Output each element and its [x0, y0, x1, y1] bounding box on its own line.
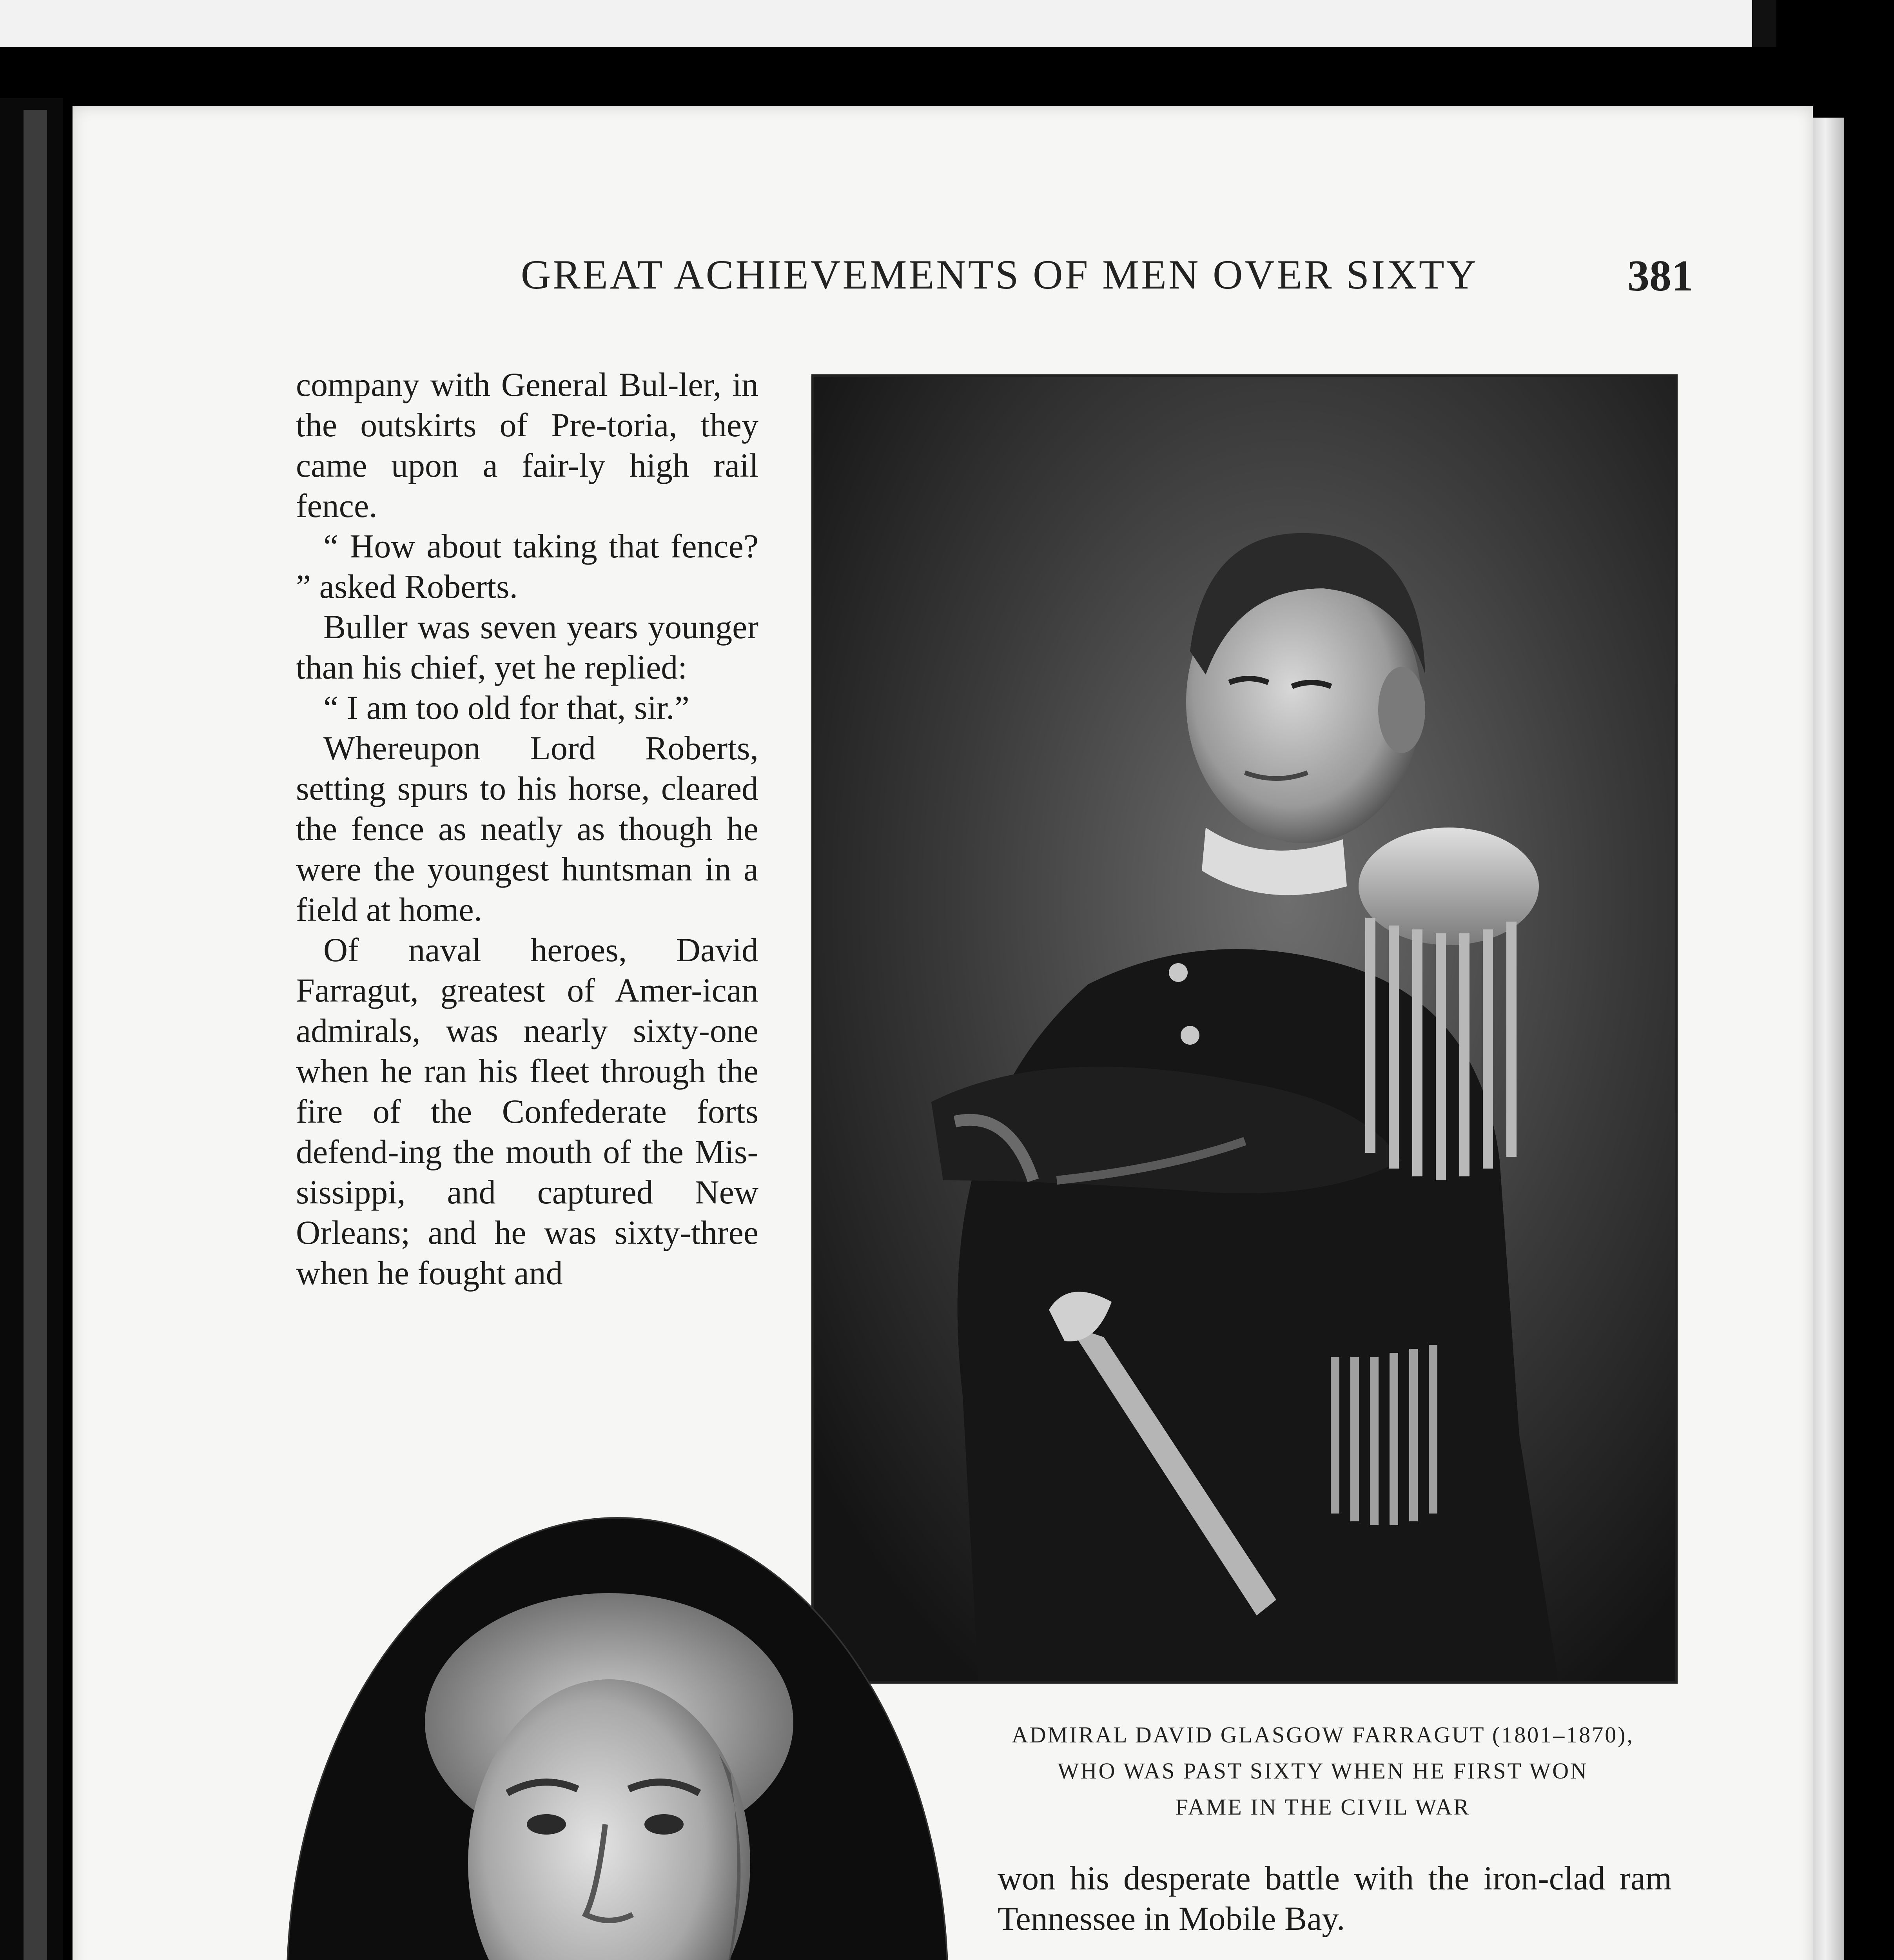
- facing-page-edge: [24, 110, 47, 1960]
- caption-line: WHO WAS PAST SIXTY WHEN HE FIRST WON: [1057, 1758, 1589, 1784]
- paragraph: Buller was seven years younger than his chief, yet he replied:: [296, 608, 758, 686]
- caption-line: FAME IN THE CIVIL WAR: [1175, 1794, 1471, 1820]
- left-text-column: [296, 365, 758, 1293]
- paragraph: Whereupon Lord Roberts, setting spurs to his horse, cleared the fence as neatly as though he were the youngest huntsman in a field at home.: [296, 729, 758, 928]
- farragut-portrait-photo: [811, 374, 1678, 1684]
- farragut-caption: [941, 1717, 1705, 1825]
- paragraph: “ How about taking that fence? ” asked Roberts.: [296, 527, 758, 605]
- scan-shadow: [1752, 0, 1776, 47]
- right-text-continuation: [998, 1858, 1672, 1939]
- page-stack-edge: [1813, 118, 1844, 1960]
- previous-page-strip: [0, 0, 1752, 47]
- running-head: GREAT ACHIEVEMENTS OF MEN OVER SIXTY: [521, 252, 1479, 298]
- paragraph: company with General Bul-ler, in the outskirts of Pre-toria, they came upon a fair-ly high rail fence.: [296, 366, 758, 524]
- caption-line: ADMIRAL DAVID GLASGOW FARRAGUT (1801–1870),: [1011, 1722, 1635, 1748]
- page-number: 381: [1627, 252, 1693, 300]
- paragraph: Of naval heroes, David Farragut, greatest of Amer-ican admirals, was nearly sixty-one when he ran his fleet through the fire of the Confederate forts defend-ing the mouth of the Mis-sissippi, and captured New Orleans; and he was sixty-three when he fought and: [296, 931, 758, 1292]
- paragraph: “ I am too old for that, sir.”: [323, 689, 689, 726]
- paragraph: won his desperate battle with the iron-clad ram Tennessee in Mobile Bay.: [998, 1859, 1672, 1937]
- farragut-portrait-drawing: [814, 377, 1675, 1681]
